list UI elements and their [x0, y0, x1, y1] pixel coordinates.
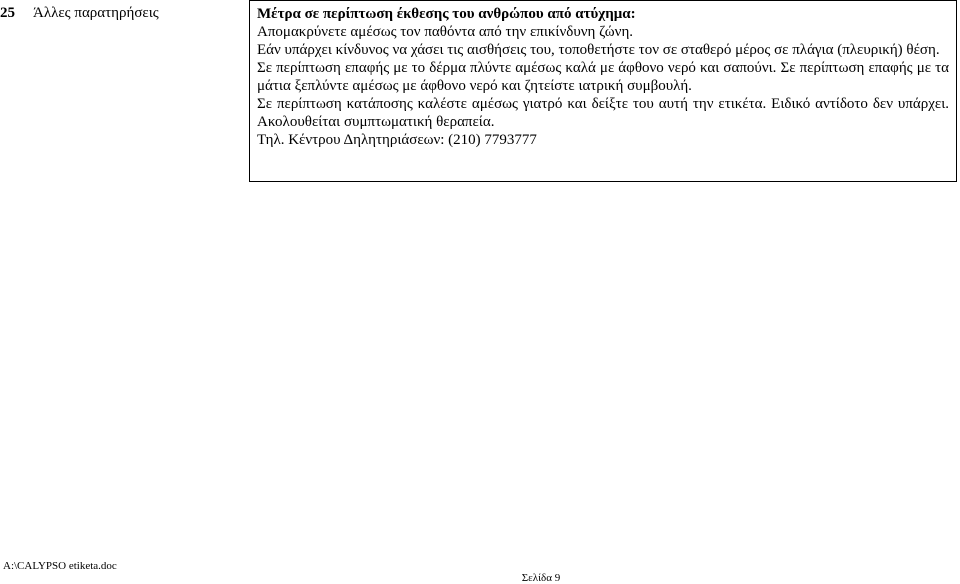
content-line-2: Εάν υπάρχει κίνδυνος να χάσει τις αισθήσεις του, τοποθετήστε τον σε σταθερό μέρος σε πλάγια (πλευρική) θέση.: [257, 42, 940, 58]
content-line-4: Σε περίπτωση κατάποσης καλέστε αμέσως γιατρό και δείξτε του αυτή την ετικέτα. Ειδικό αντίδοτο δεν υπάρχει. Ακολουθείται συμπτωματική θεραπεία.: [257, 96, 949, 130]
content-heading: Μέτρα σε περίπτωση έκθεσης του ανθρώπου από ατύχημα:: [257, 6, 636, 22]
content-line-5: Τηλ. Κέντρου Δηλητηριάσεων: (210) 7793777: [257, 132, 537, 148]
row-number: 25: [0, 5, 15, 21]
content-line-1: Απομακρύνετε αμέσως τον παθόντα από την επικίνδυνη ζώνη.: [257, 24, 634, 40]
footer-file-path: A:\CALYPSO etiketa.doc: [3, 560, 117, 572]
content-box: [249, 0, 957, 182]
footer-page-number: Σελίδα 9: [521, 572, 561, 584]
row-label: Άλλες παρατηρήσεις: [33, 5, 159, 21]
content-line-3: Σε περίπτωση επαφής με το δέρμα πλύντε αμέσως καλά με άφθονο νερό και σαπούνι. Σε περίπτωση επαφής με τα μάτια ξεπλύντε αμέσως με άφθονο νερό και ζητείστε ιατρική συμβουλή.: [257, 60, 949, 94]
